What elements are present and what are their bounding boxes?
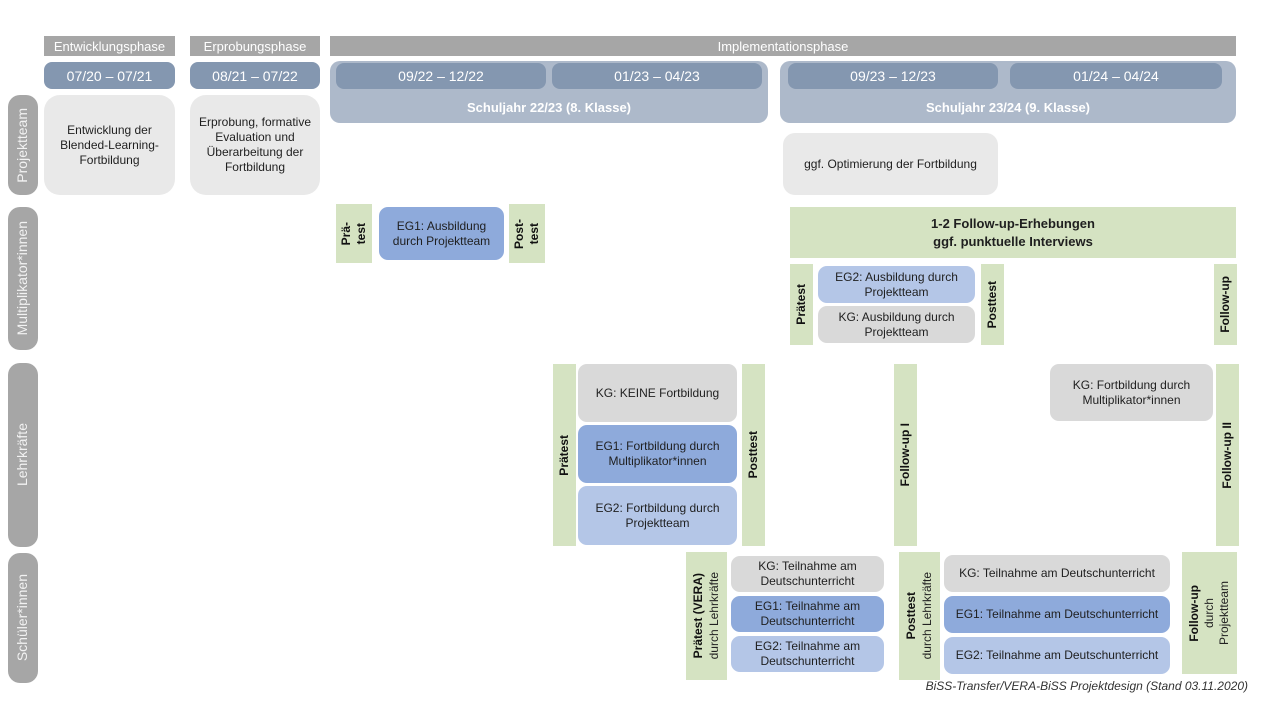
period-bar-0124-0424: 01/24 – 04/24 bbox=[1010, 63, 1222, 89]
projektteam-entwicklung-box: Entwicklung der Blended-Learning-Fortbildung bbox=[44, 95, 175, 195]
row-label-multiplikatoren-text: Multiplikator*innen bbox=[14, 221, 31, 336]
projektteam-erprobung-box: Erprobung, formative Evaluation und Überarbeitung der Fortbildung bbox=[190, 95, 320, 195]
lehrkraefte-posttest-bar bbox=[742, 364, 765, 546]
multiplikatoren-eg2-box: EG2: Ausbildung durch Projektteam bbox=[818, 266, 975, 303]
row-label-multiplikatoren bbox=[8, 207, 38, 350]
praetest1-line1: Prä- bbox=[338, 221, 353, 246]
row-label-schueler-text: Schüler*innen bbox=[14, 574, 31, 662]
schueler-eg2-box-b: EG2: Teilnahme am Deutschunterricht bbox=[944, 637, 1170, 674]
lehrkraefte-praetest-text: Prätest bbox=[556, 434, 571, 476]
praetest2-text: Prätest bbox=[793, 284, 808, 325]
multiplikatoren-praetest1-bar bbox=[336, 204, 372, 263]
schueler-kg-box-b: KG: Teilnahme am Deutschunterricht bbox=[944, 555, 1170, 592]
multiplikatoren-followup-banner bbox=[790, 207, 1236, 258]
schueler-eg1-box-b: EG1: Teilnahme am Deutschunterricht bbox=[944, 596, 1170, 633]
row-label-lehrkraefte bbox=[8, 363, 38, 547]
phase-bar-implementation: Implementationsphase bbox=[330, 36, 1236, 56]
period-bar-0922-1222: 09/22 – 12/22 bbox=[336, 63, 546, 89]
schueler-followup-sub2: Projektteam bbox=[1217, 580, 1232, 646]
diagram-caption: BiSS-Transfer/VERA-BiSS Projektdesign (Stand 03.11.2020) bbox=[925, 679, 1248, 693]
lehrkraefte-followup2-text: Follow-up II bbox=[1219, 421, 1234, 489]
projektteam-optimierung-box: ggf. Optimierung der Fortbildung bbox=[783, 133, 998, 195]
period-bar-0923-1223: 09/23 – 12/23 bbox=[788, 63, 998, 89]
multiplikatoren-kg-box: KG: Ausbildung durch Projektteam bbox=[818, 306, 975, 343]
schueler-kg-box-a: KG: Teilnahme am Deutschunterricht bbox=[731, 556, 884, 592]
posttest1-line2: test bbox=[527, 222, 541, 245]
lehrkraefte-eg1-box: EG1: Fortbildung durch Multiplikator*innen bbox=[578, 425, 737, 483]
followup-banner-line1: 1-2 Follow-up-Erhebungen bbox=[931, 215, 1095, 231]
schueler-followup-bar bbox=[1182, 552, 1237, 674]
lehrkraefte-praetest-bar bbox=[553, 364, 576, 546]
lehrkraefte-kg-box: KG: KEINE Fortbildung bbox=[578, 364, 737, 422]
posttest2-text: Posttest bbox=[984, 280, 999, 329]
lehrkraefte-posttest-text: Posttest bbox=[745, 431, 760, 479]
lehrkraefte-followup1-bar bbox=[894, 364, 917, 546]
schueler-praetest-main: Prätest (VERA) bbox=[691, 573, 706, 659]
schoolyear-label-2223: Schuljahr 22/23 (8. Klasse) bbox=[466, 99, 632, 115]
schueler-followup-main: Follow-up bbox=[1186, 584, 1201, 642]
lehrkraefte-followup1-text: Follow-up I bbox=[897, 423, 912, 487]
schueler-followup-sub1: durch bbox=[1201, 597, 1216, 629]
lehrkraefte-followup2-bar bbox=[1216, 364, 1239, 546]
praetest1-line2: test bbox=[354, 222, 368, 245]
lehrkraefte-kg2-box: KG: Fortbildung durch Multiplikator*innen bbox=[1050, 364, 1213, 421]
posttest1-line1: Post- bbox=[511, 218, 526, 249]
multiplikatoren-followup-text: Follow-up bbox=[1217, 276, 1232, 333]
schueler-posttest-sub: durch Lehrkräfte bbox=[919, 572, 934, 660]
multiplikatoren-posttest1-bar bbox=[509, 204, 545, 263]
multiplikatoren-followup-bar bbox=[1214, 264, 1237, 345]
schueler-praetest-bar bbox=[686, 552, 727, 680]
row-label-projektteam bbox=[8, 95, 38, 195]
schueler-posttest-bar bbox=[899, 552, 940, 680]
multiplikatoren-posttest2-bar bbox=[981, 264, 1004, 345]
multiplikatoren-praetest2-bar bbox=[790, 264, 813, 345]
phase-bar-erprobung: Erprobungsphase bbox=[190, 36, 320, 56]
period-bar-0123-0423: 01/23 – 04/23 bbox=[552, 63, 762, 89]
schueler-posttest-main: Posttest bbox=[904, 592, 919, 640]
row-label-lehrkraefte-text: Lehrkräfte bbox=[14, 423, 31, 487]
row-label-projektteam-text: Projektteam bbox=[14, 107, 31, 183]
schueler-praetest-sub: durch Lehrkräfte bbox=[706, 572, 721, 660]
multiplikatoren-eg1-box: EG1: Ausbildung durch Projektteam bbox=[379, 207, 504, 260]
row-label-schueler bbox=[8, 553, 38, 683]
phase-bar-entwicklung: Entwicklungsphase bbox=[44, 36, 175, 56]
followup-banner-line2: ggf. punktuelle Interviews bbox=[933, 233, 1093, 249]
schoolyear-label-2324: Schuljahr 23/24 (9. Klasse) bbox=[925, 99, 1091, 115]
schueler-eg2-box-a: EG2: Teilnahme am Deutschunterricht bbox=[731, 636, 884, 672]
lehrkraefte-eg2-box: EG2: Fortbildung durch Projektteam bbox=[578, 486, 737, 545]
schueler-eg1-box-a: EG1: Teilnahme am Deutschunterricht bbox=[731, 596, 884, 632]
period-bar-0720-0721: 07/20 – 07/21 bbox=[44, 62, 175, 89]
period-bar-0821-0722: 08/21 – 07/22 bbox=[190, 62, 320, 89]
